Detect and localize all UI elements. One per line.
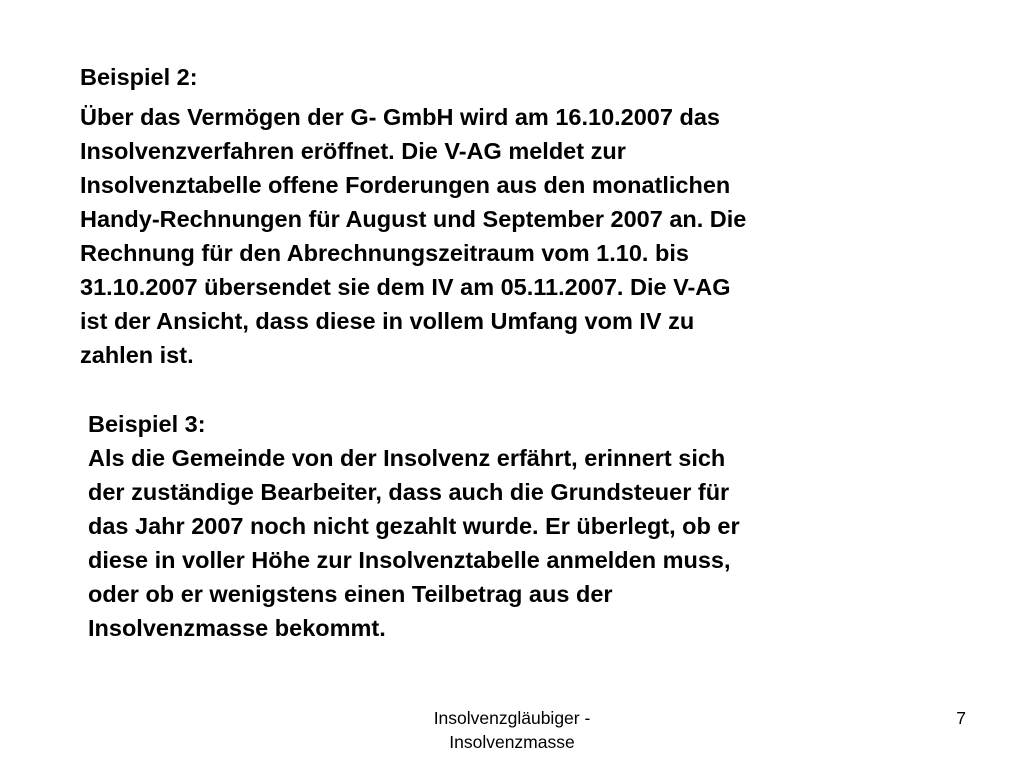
example-3-line: das Jahr 2007 noch nicht gezahlt wurde. Er überlegt, ob er — [88, 513, 740, 539]
example-2-line: Insolvenztabelle offene Forderungen aus den monatlichen — [80, 172, 731, 198]
example-3-heading: Beispiel 3: — [88, 411, 206, 437]
example-2-line: 31.10.2007 übersendet sie dem IV am 05.11.2007. Die V-AG — [80, 274, 731, 300]
example-2-line: zahlen ist. — [80, 342, 194, 368]
example-2-line: Rechnung für den Abrechnungszeitraum vom 1.10. bis — [80, 240, 689, 266]
example-3-line: Insolvenzmasse bekommt. — [88, 615, 386, 641]
page-number: 7 — [956, 708, 966, 728]
footer-title-line: Insolvenzmasse — [449, 732, 575, 752]
example-2-block — [80, 60, 940, 372]
example-2-line: ist der Ansicht, dass diese in vollem Umfang vom IV zu — [80, 308, 695, 334]
example-3-line: diese in voller Höhe zur Insolvenztabelle anmelden muss, — [88, 547, 731, 573]
example-3-line: der zuständige Bearbeiter, dass auch die Grundsteuer für — [88, 479, 730, 505]
example-3-block — [88, 407, 948, 645]
footer-title — [362, 706, 662, 754]
footer-title-line: Insolvenzgläubiger - — [433, 708, 591, 728]
example-2-line: Insolvenzverfahren eröffnet. Die V-AG meldet zur — [80, 138, 626, 164]
example-2-line: Handy-Rechnungen für August und September 2007 an. Die — [80, 206, 747, 232]
example-2-line: Über das Vermögen der G- GmbH wird am 16.10.2007 das — [80, 104, 720, 130]
example-2-heading: Beispiel 2: — [80, 64, 198, 90]
example-3-line: Als die Gemeinde von der Insolvenz erfährt, erinnert sich — [88, 445, 726, 471]
example-3-line: oder ob er wenigstens einen Teilbetrag aus der — [88, 581, 613, 607]
